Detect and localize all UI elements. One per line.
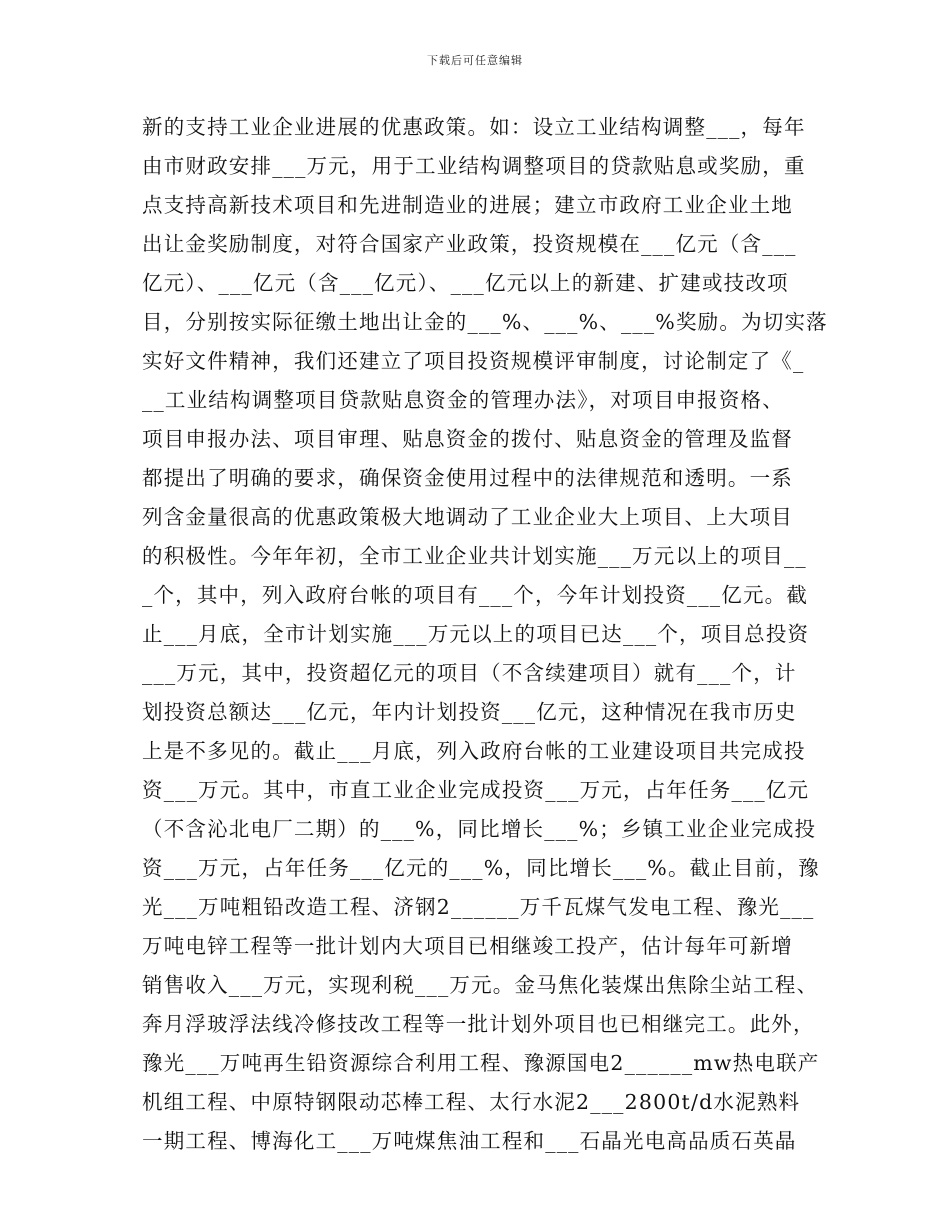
text-line-21: 光___万吨粗铅改造工程、济钢2______万千瓦煤气发电工程、豫光___ [142,895,815,919]
text-line-18: 资___万元。其中，市直工业企业完成投资___万元，占年任务___亿元 [142,778,810,802]
text-line-20: 资___万元，占年任务___亿元的___%，同比增长___%。截止目前，豫 [142,856,820,880]
text-line-15: ___万元，其中，投资超亿元的项目（不含续建项目）就有___个，计 [142,661,797,685]
text-line-6: 目，分别按实际征缴土地出让金的___%、___%、___%奖励。为切实落 [142,310,828,334]
text-line-8: __工业结构调整项目贷款贴息资金的管理办法》，对项目申报资格、 [142,388,784,412]
text-line-19: （不含沁北电厂二期）的___%，同比增长___%；乡镇工业企业完成投 [142,817,817,841]
page-header: 下载后可任意编辑 [427,54,523,67]
text-line-5: 亿元）、___亿元（含___亿元）、___亿元以上的新建、扩建或技改项 [142,271,789,295]
text-line-11: 列含金量很高的优惠政策极大地调动了工业企业大上项目、上大项目 [142,505,793,529]
text-line-1: 新的支持工业企业进展的优惠政策。如：设立工业结构调整___，每年 [142,115,806,139]
document-body [142,108,828,1161]
text-line-27: 一期工程、博海化工___万吨煤焦油工程和___石晶光电高品质石英晶 [142,1129,797,1153]
text-line-17: 上是不多见的。截止___月底，列入政府台帐的工业建设项目共完成投 [142,739,806,763]
text-line-2: 由市财政安排___万元，用于工业结构调整项目的贷款贴息或奖励，重 [142,154,806,178]
text-line-9: 项目申报办法、项目审理、贴息资金的拨付、贴息资金的管理及监督 [142,427,793,451]
text-line-3: 点支持高新技术项目和先进制造业的进展；建立市政府工业企业土地 [142,193,793,217]
text-line-10: 都提出了明确的要求，确保资金使用过程中的法律规范和透明。一系 [142,466,793,490]
text-line-7: 实好文件精神，我们还建立了项目投资规模评审制度，讨论制定了《_ [142,349,805,373]
text-line-4: 出让金奖励制度，对符合国家产业政策，投资规模在___亿元（含___ [142,232,797,256]
text-line-22: 万吨电锌工程等一批计划内大项目已相继竣工投产，估计每年可新增 [142,934,793,958]
text-line-16: 划投资总额达___亿元，年内计划投资___亿元，这种情况在我市历史 [142,700,797,724]
text-line-25: 豫光___万吨再生铅资源综合利用工程、豫源国电2______mw热电联产 [142,1051,820,1075]
text-line-12: 的积极性。今年年初，全市工业企业共计划实施___万元以上的项目__ [142,544,807,568]
text-line-13: _个，其中，列入政府台帐的项目有___个，今年计划投资___亿元。截 [142,583,809,607]
text-line-26: 机组工程、中原特钢限动芯棒工程、太行水泥2___2800t/d水泥熟料 [142,1090,801,1114]
text-line-14: 止___月底，全市计划实施___万元以上的项目已达___个，项目总投资 [142,622,810,646]
text-line-24: 奔月浮玻浮法线冷修技改工程等一批计划外项目也已相继完工。此外， [142,1012,815,1036]
text-line-23: 销售收入___万元，实现利税___万元。金马焦化装煤出焦除尘站工程、 [142,973,819,997]
